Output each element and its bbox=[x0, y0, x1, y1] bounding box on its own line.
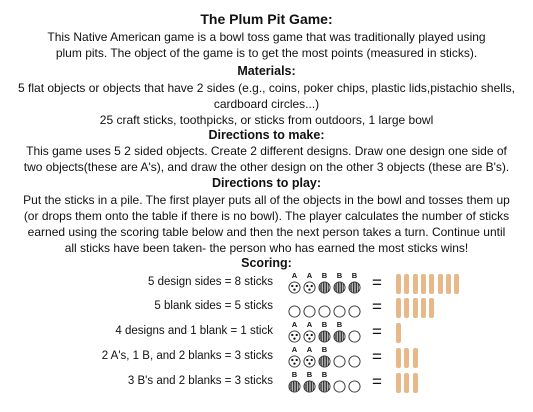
design-letter: B bbox=[321, 345, 328, 354]
stick-icon bbox=[446, 274, 451, 294]
scoring-row bbox=[0, 272, 533, 296]
design-b-icon bbox=[333, 321, 346, 345]
stick-icon bbox=[396, 298, 401, 318]
scoring-row bbox=[0, 321, 533, 345]
stick-icon bbox=[438, 274, 443, 294]
design-a-icon bbox=[288, 272, 301, 296]
play-line: earned using the scoring table below and then the next person takes a turn. Continue until bbox=[27, 225, 506, 239]
play-heading: Directions to play: bbox=[211, 176, 322, 190]
stick-icon bbox=[404, 274, 409, 294]
design-letter: A bbox=[291, 320, 298, 329]
design-letter: B bbox=[336, 271, 343, 280]
design-letter: B bbox=[321, 320, 328, 329]
play-line: (or drops them onto the table if there is no bowl). The player calculates the number of sticks bbox=[23, 209, 510, 223]
intro-line: This Native American game is a bowl toss game that was traditionally played using bbox=[47, 30, 486, 44]
design-a-icon bbox=[288, 321, 301, 345]
stick-icon bbox=[396, 323, 401, 343]
blank-side-icon bbox=[348, 371, 361, 395]
blank-side-icon bbox=[348, 296, 361, 320]
scoring-rule-label: 4 designs and 1 blank = 1 stick bbox=[115, 325, 273, 337]
design-letter: A bbox=[291, 271, 298, 280]
design-a-icon bbox=[288, 346, 301, 370]
design-b-icon bbox=[318, 346, 331, 370]
make-line: two objects(these are A's), and draw the other design on the other 3 objects (these are B's). bbox=[23, 160, 510, 174]
equals-sign: = bbox=[372, 347, 382, 366]
scoring-row bbox=[0, 346, 533, 370]
page-title: The Plum Pit Game: bbox=[200, 11, 333, 27]
equals-sign: = bbox=[372, 273, 382, 292]
materials-line: cardboard circles...) bbox=[213, 97, 320, 111]
design-b-icon bbox=[348, 272, 361, 296]
design-letter: A bbox=[291, 345, 298, 354]
materials-line: 5 flat objects or objects that have 2 sides (e.g., coins, poker chips, plastic lids,pistachio shells, bbox=[18, 81, 515, 95]
design-a-icon bbox=[303, 346, 316, 370]
blank-side-icon bbox=[348, 346, 361, 370]
play-line: Put the sticks in a pile. The first player puts all of the objects in the bowl and tosses them up bbox=[23, 193, 510, 207]
scoring-rule-label: 2 A's, 1 B, and 2 blanks = 3 sticks bbox=[101, 350, 273, 362]
blank-side-icon bbox=[333, 296, 346, 320]
equals-sign: = bbox=[372, 372, 382, 391]
materials-line: 25 craft sticks, toothpicks, or sticks from outdoors, 1 large bowl bbox=[99, 113, 434, 127]
play-line: all sticks have been taken- the person who has earned the most sticks wins! bbox=[64, 241, 469, 255]
intro-line: plum pits. The object of the game is to get the most points (measured in sticks). bbox=[55, 46, 478, 60]
stick-icon bbox=[429, 298, 434, 318]
blank-side-icon bbox=[318, 296, 331, 320]
stick-icon bbox=[404, 298, 409, 318]
design-b-icon bbox=[318, 371, 331, 395]
design-letter: B bbox=[291, 370, 298, 379]
make-line: This game uses 5 2 sided objects. Create 2 different designs. Draw one design one side of bbox=[26, 144, 507, 158]
stick-icon bbox=[396, 348, 401, 368]
blank-side-icon bbox=[333, 346, 346, 370]
scoring-heading: Scoring: bbox=[241, 256, 292, 270]
scoring-rule-label: 5 design sides = 8 sticks bbox=[148, 276, 273, 288]
stick-icon bbox=[421, 298, 426, 318]
stick-icon bbox=[413, 274, 418, 294]
stick-icon bbox=[413, 348, 418, 368]
equals-sign: = bbox=[372, 297, 382, 316]
stick-icon bbox=[454, 274, 459, 294]
stick-icon bbox=[413, 373, 418, 393]
design-b-icon bbox=[303, 371, 316, 395]
equals-sign: = bbox=[372, 322, 382, 341]
scoring-rule-label: 3 B's and 2 blanks = 3 sticks bbox=[127, 375, 273, 387]
design-letter: A bbox=[306, 320, 313, 329]
design-letter: B bbox=[321, 271, 328, 280]
design-b-icon bbox=[333, 272, 346, 296]
make-text bbox=[0, 143, 533, 175]
design-letter: A bbox=[306, 345, 313, 354]
scoring-rule-label: 5 blank sides = 5 sticks bbox=[154, 300, 273, 312]
intro-text bbox=[0, 29, 533, 61]
scoring-row bbox=[0, 296, 533, 320]
design-a-icon bbox=[303, 272, 316, 296]
stick-icon bbox=[421, 274, 426, 294]
blank-side-icon bbox=[288, 296, 301, 320]
design-letter: A bbox=[306, 271, 313, 280]
blank-side-icon bbox=[303, 296, 316, 320]
design-b-icon bbox=[288, 371, 301, 395]
design-letter: B bbox=[321, 370, 328, 379]
design-a-icon bbox=[303, 321, 316, 345]
make-heading: Directions to make: bbox=[208, 128, 325, 142]
stick-icon bbox=[396, 274, 401, 294]
stick-icon bbox=[413, 298, 418, 318]
design-letter: B bbox=[336, 320, 343, 329]
design-letter: B bbox=[351, 271, 358, 280]
design-letter: B bbox=[306, 370, 313, 379]
blank-side-icon bbox=[348, 321, 361, 345]
play-text bbox=[0, 192, 533, 256]
blank-side-icon bbox=[333, 371, 346, 395]
stick-icon bbox=[396, 373, 401, 393]
stick-icon bbox=[404, 373, 409, 393]
materials-heading: Materials: bbox=[237, 64, 296, 78]
materials-text bbox=[0, 80, 533, 128]
stick-icon bbox=[404, 348, 409, 368]
scoring-row bbox=[0, 371, 533, 395]
stick-icon bbox=[429, 274, 434, 294]
design-b-icon bbox=[318, 272, 331, 296]
design-b-icon bbox=[318, 321, 331, 345]
